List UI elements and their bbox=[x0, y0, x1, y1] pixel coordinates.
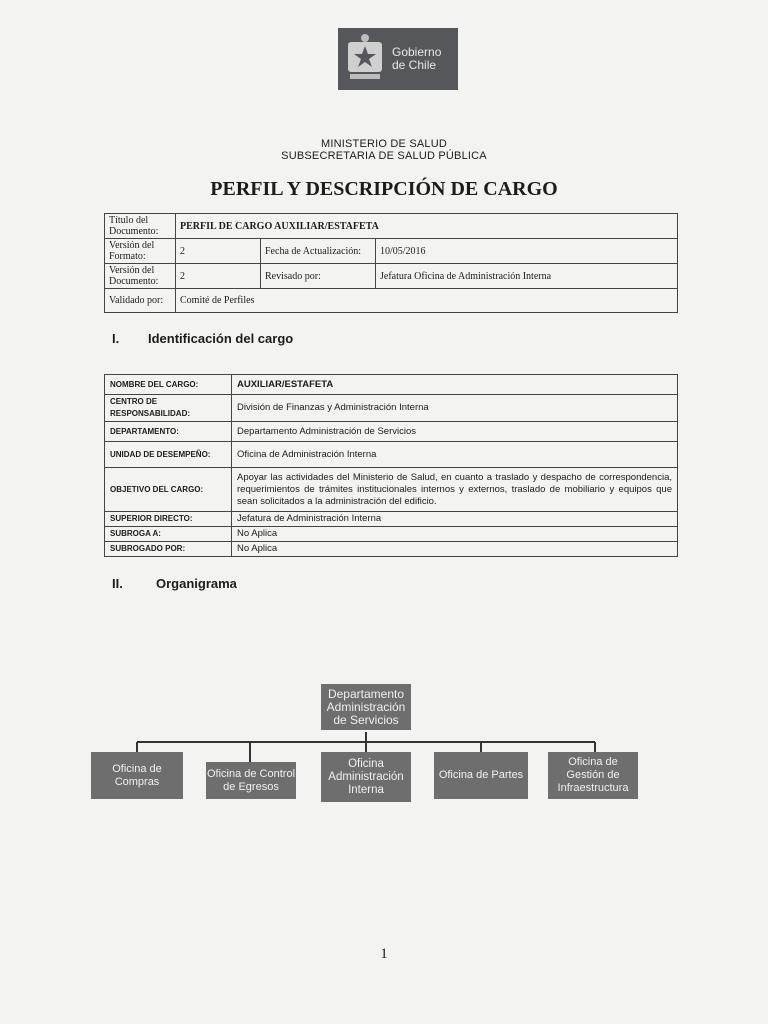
row-label: CENTRO DE RESPONSABILIDAD: bbox=[105, 395, 232, 422]
org-child-box: Oficina de Gestión de Infraestructura bbox=[548, 752, 638, 799]
row-label: SUPERIOR DIRECTO: bbox=[105, 512, 232, 527]
row-label: UNIDAD DE DESEMPEÑO: bbox=[105, 442, 232, 468]
row-value: Oficina de Administración Interna bbox=[232, 442, 678, 468]
row-label: SUBROGADO POR: bbox=[105, 542, 232, 557]
page-number: 1 bbox=[380, 946, 388, 962]
subsecretaria-name: SUBSECRETARIA DE SALUD PÚBLICA bbox=[281, 150, 487, 162]
document-title: PERFIL Y DESCRIPCIÓN DE CARGO bbox=[210, 178, 558, 200]
version-formato-value: 2 bbox=[176, 239, 261, 264]
row-label: SUBROGA A: bbox=[105, 527, 232, 542]
version-doc-value: 2 bbox=[176, 264, 261, 289]
row-value: Departamento Administración de Servicios bbox=[232, 422, 678, 442]
row-label: NOMBRE DEL CARGO: bbox=[105, 375, 232, 395]
org-child-box: Oficina de Compras bbox=[91, 752, 183, 799]
section-title: Organigrama bbox=[156, 576, 237, 591]
row-label: DEPARTAMENTO: bbox=[105, 422, 232, 442]
org-root-box: Departamento Administración de Servicios bbox=[321, 684, 411, 730]
titulo-label: Título del Documento: bbox=[105, 214, 176, 239]
row-value: Apoyar las actividades del Ministerio de Salud, en cuanto a traslado y despacho de correspondencia, requerimientos de trámites institucionales internos y externos, traslado de mobiliario y equipos que sean solicitados a la administración del edificio. bbox=[232, 468, 678, 512]
fecha-label: Fecha de Actualización: bbox=[261, 239, 376, 264]
validado-label: Validado por: bbox=[105, 289, 176, 313]
row-value: No Aplica bbox=[232, 527, 678, 542]
titulo-value: PERFIL DE CARGO AUXILIAR/ESTAFETA bbox=[176, 214, 678, 239]
row-value: No Aplica bbox=[232, 542, 678, 557]
row-value: División de Finanzas y Administración Interna bbox=[232, 395, 678, 422]
validado-value: Comité de Perfiles bbox=[176, 289, 678, 313]
org-child-box: Oficina de Partes bbox=[434, 752, 528, 799]
section-number: I. bbox=[112, 331, 120, 346]
revisado-value: Jefatura Oficina de Administración Interna bbox=[376, 264, 678, 289]
section-number: II. bbox=[112, 576, 123, 591]
row-value: AUXILIAR/ESTAFETA bbox=[232, 375, 678, 395]
logo-text-line1: Gobierno bbox=[392, 45, 442, 59]
fecha-value: 10/05/2016 bbox=[376, 239, 678, 264]
row-value: Jefatura de Administración Interna bbox=[232, 512, 678, 527]
revisado-label: Revisado por: bbox=[261, 264, 376, 289]
version-formato-label: Versión del Formato: bbox=[105, 239, 176, 264]
org-child-box: Oficina Administración Interna bbox=[321, 752, 411, 802]
section-title: Identificación del cargo bbox=[148, 331, 294, 346]
org-child-box: Oficina de Control de Egresos bbox=[206, 762, 296, 799]
ministry-name: MINISTERIO DE SALUD bbox=[320, 138, 448, 150]
version-doc-label: Versión del Documento: bbox=[105, 264, 176, 289]
logo-text-line2: de Chile bbox=[392, 58, 437, 72]
row-label: OBJETIVO DEL CARGO: bbox=[105, 468, 232, 512]
